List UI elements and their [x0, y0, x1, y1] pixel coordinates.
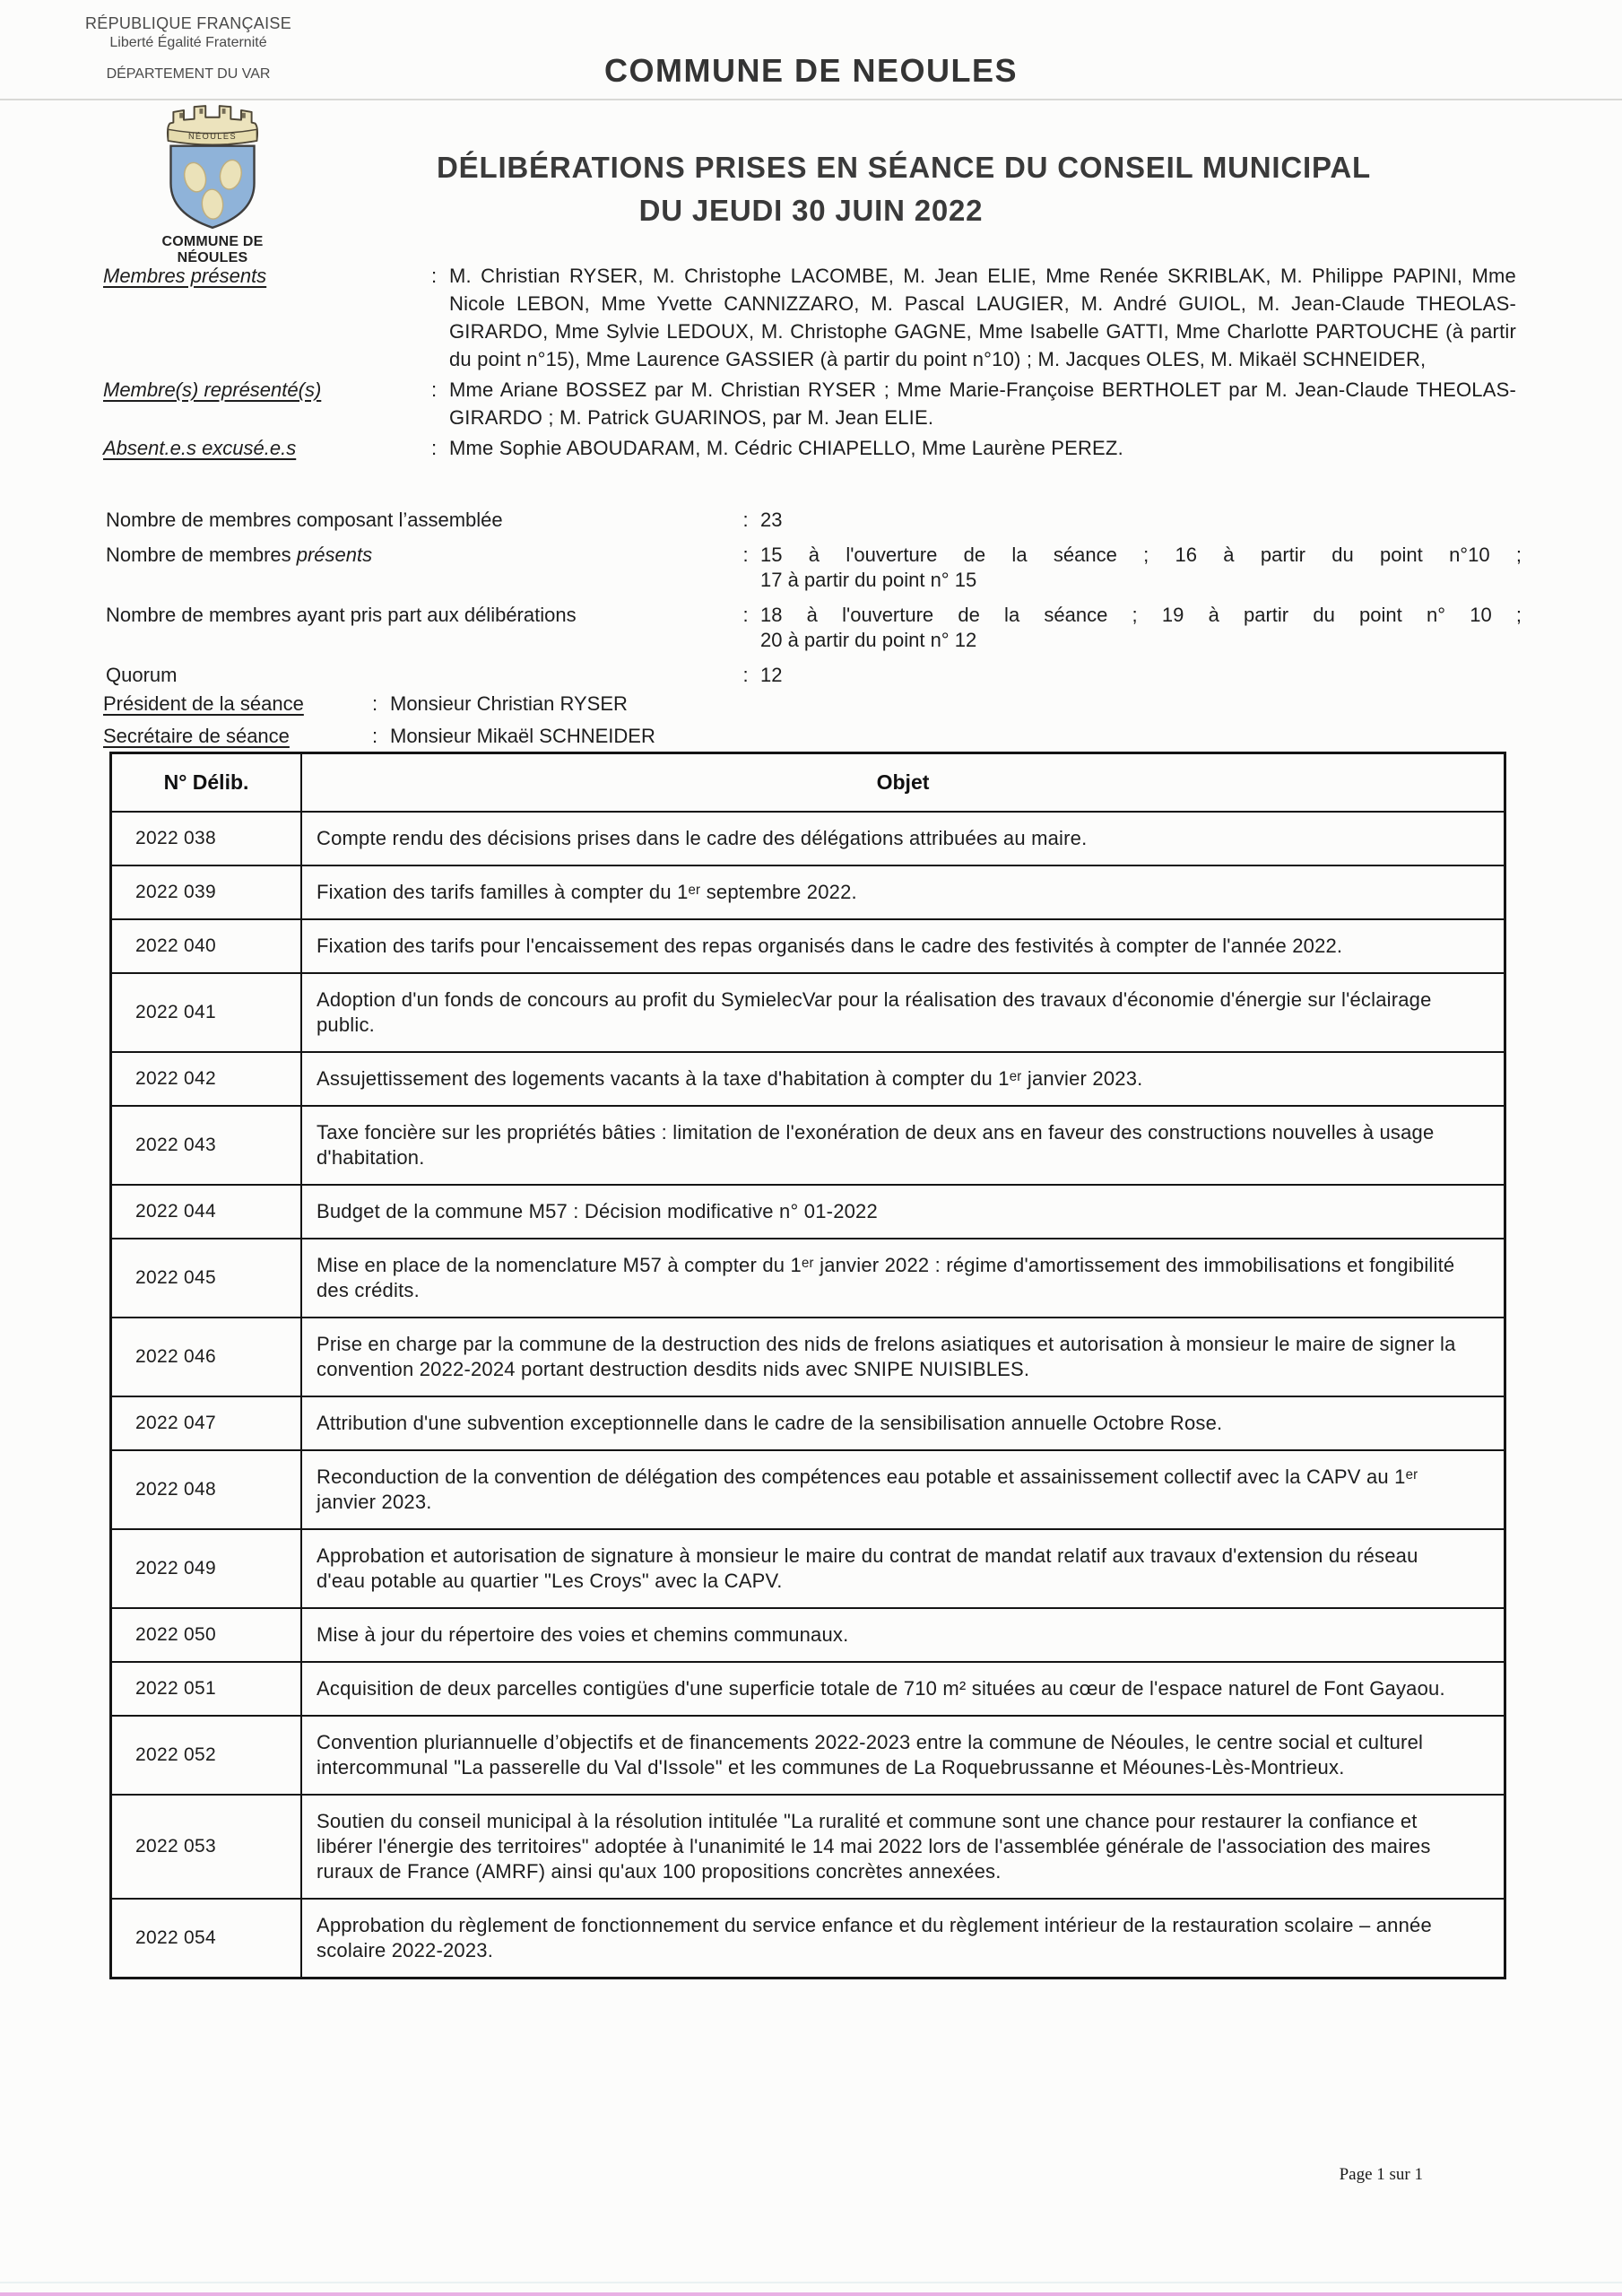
attendance-label: Membre(s) représenté(s): [103, 378, 322, 401]
count-value: [760, 663, 1522, 688]
republic-motto: Liberté Égalité Fraternité: [109, 35, 267, 50]
deliberation-row: [111, 1899, 1505, 1979]
count-value: [760, 603, 1522, 653]
count-label: [106, 508, 731, 533]
scan-edge-blue: [0, 2282, 1622, 2283]
count-label-text: Nombre de membres composant l’assemblée: [106, 509, 503, 531]
count-value-line1: 18 à l'ouverture de la séance ; 19 à partir du point n° 10 ;: [760, 604, 1522, 626]
delib-objet-cell: Compte rendu des décisions prises dans le cadre des délégations attribuées au maire.: [301, 812, 1505, 865]
crown-window-icon: [242, 113, 246, 118]
delib-objet-cell: Approbation et autorisation de signature à monsieur le maire du contrat de mandat relatif aux travaux d'extension du réseau d'eau potable au quartier "Les Croys" avec la CAPV.: [301, 1529, 1505, 1608]
delib-objet-cell: Assujettissement des logements vacants à la taxe d'habitation à compter du 1ᵉʳ janvier 2023.: [301, 1052, 1505, 1106]
delib-number-cell: 2022 050: [111, 1608, 302, 1662]
count-colon: :: [742, 509, 749, 531]
crest-caption: COMMUNE DE NÉOULES: [161, 234, 264, 265]
delib-number-cell: 2022 045: [111, 1239, 302, 1318]
attendance-text: Mme Ariane BOSSEZ par M. Christian RYSER ; Mme Marie-Françoise BERTHOLET par M. Jean-Claude THEOLAS-GIRARDO ; M. Patrick GUARINOS, par M. Jean ELIE.: [449, 378, 1516, 429]
deliberation-row: [111, 812, 1505, 865]
count-value-line1: 23: [760, 509, 783, 531]
count-value-line2: 20 à partir du point n° 12: [760, 629, 977, 651]
attendance-label: Membres présents: [103, 265, 267, 287]
deliberation-row: [111, 919, 1505, 973]
delib-number-cell: 2022 043: [111, 1106, 302, 1185]
count-label: [106, 603, 731, 653]
delib-objet-cell: Approbation du règlement de fonctionnement du service enfance et du règlement intérieur de la restauration scolaire – année scolaire 2022-2023.: [301, 1899, 1505, 1979]
deliberation-row: [111, 1396, 1505, 1450]
delib-number-cell: 2022 051: [111, 1662, 302, 1716]
count-colon: :: [742, 604, 749, 626]
official-label: Secrétaire de séance: [103, 725, 290, 747]
delib-number-cell: 2022 048: [111, 1450, 302, 1529]
delib-objet-cell: Reconduction de la convention de délégation des compétences eau potable et assainissement collectif avec la CAPV au 1ᵉʳ janvier 2023.: [301, 1450, 1505, 1529]
count-value-line1: 12: [760, 664, 783, 686]
count-label-text: Quorum: [106, 664, 178, 686]
crown-window-icon: [199, 109, 203, 114]
delib-number-cell: 2022 046: [111, 1318, 302, 1396]
page-title: COMMUNE DE NEOULES: [603, 52, 1019, 89]
deliberation-row: [111, 1318, 1505, 1396]
crest-crown: [168, 106, 257, 144]
deliberation-row: [111, 1662, 1505, 1716]
department-line: DÉPARTEMENT DU VAR: [106, 66, 271, 82]
count-label-italic: présents: [296, 544, 373, 566]
num-column-header: N° Délib.: [111, 753, 302, 813]
delib-number-cell: 2022 040: [111, 919, 302, 973]
deliberations-table: [109, 752, 1506, 1979]
count-label-text: Nombre de membres ayant pris part aux délibérations: [106, 604, 577, 626]
count-value-line1: 15 à l'ouverture de la séance ; 16 à partir du point n°10 ;: [760, 544, 1522, 566]
crest-name: NÉOULES: [187, 131, 238, 141]
count-label-text: Nombre de membres: [106, 544, 297, 566]
deliberation-row: [111, 1608, 1505, 1662]
delib-objet-cell: Mise à jour du répertoire des voies et chemins communaux.: [301, 1608, 1505, 1662]
delib-objet-cell: Prise en charge par la commune de la destruction des nids de frelons asiatiques et autorisation à monsieur le maire de signer la convention 2022-2024 portant destruction desdits nids avec SNIPE NUISIBLES.: [301, 1318, 1505, 1396]
count-colon: :: [742, 664, 749, 686]
count-colon: :: [742, 544, 749, 566]
attendance-section: [103, 262, 1516, 462]
page-number: Page 1 sur 1: [1339, 2165, 1423, 2184]
official-colon: :: [372, 725, 378, 747]
deliberation-row: [111, 1106, 1505, 1185]
delib-objet-cell: Convention pluriannuelle d’objectifs et de financements 2022-2023 entre la commune de Néoules, le centre social et culturel intercommunal "La passerelle du Val d'Issole" et les communes de La Roquebrussanne et Méounes-Lès-Montrieux.: [301, 1716, 1505, 1795]
objet-column-header: Objet: [301, 753, 1505, 813]
crown-window-icon: [179, 113, 183, 118]
deliberation-row: [111, 1450, 1505, 1529]
deliberation-row: [111, 973, 1505, 1052]
session-title-line1: DÉLIBÉRATIONS PRISES EN SÉANCE DU CONSEIL MUNICIPAL: [437, 151, 1371, 184]
delib-number-cell: 2022 041: [111, 973, 302, 1052]
delib-number-cell: 2022 039: [111, 865, 302, 919]
count-label: [106, 663, 731, 688]
official-value: Monsieur Mikaël SCHNEIDER: [390, 725, 655, 747]
attendance-colon: :: [430, 437, 438, 459]
official-label: Président de la séance: [103, 692, 304, 715]
delib-objet-cell: Attribution d'une subvention exceptionnelle dans le cadre de la sensibilisation annuelle Octobre Rose.: [301, 1396, 1505, 1450]
deliberation-row: [111, 1185, 1505, 1239]
delib-number-cell: 2022 053: [111, 1795, 302, 1899]
delib-objet-cell: Acquisition de deux parcelles contigües d'une superficie totale de 710 m² situées au cœur de l'espace naturel de Font Gayaou.: [301, 1662, 1505, 1716]
deliberation-row: [111, 865, 1505, 919]
delib-number-cell: 2022 049: [111, 1529, 302, 1608]
official-colon: :: [372, 692, 378, 715]
delib-objet-cell: Taxe foncière sur les propriétés bâties : limitation de l'exonération de deux ans en faveur des constructions nouvelles à usage d'habitation.: [301, 1106, 1505, 1185]
delib-number-cell: 2022 052: [111, 1716, 302, 1795]
session-title-line2: DU JEUDI 30 JUIN 2022: [638, 194, 984, 227]
attendance-colon: :: [430, 378, 438, 401]
delib-number-cell: 2022 044: [111, 1185, 302, 1239]
attendance-text: M. Christian RYSER, M. Christophe LACOMBE, M. Jean ELIE, Mme Renée SKRIBLAK, M. Philippe PAPINI, Mme Nicole LEBON, Mme Yvette CANNIZZARO, M. Pascal LAUGIER, M. André GUIOL, M. Jean-Claude THEOLAS-GIRARDO, Mme Sylvie LEDOUX, M. Christophe GAGNE, Mme Isabelle GATTI, Mme Charlotte PARTOUCHE (à partir du point n°15), Mme Laurence GASSIER (à partir du point n°10) ; M. Jacques OLES, M. Mikaël SCHNEIDER,: [449, 265, 1516, 370]
deliberation-row: [111, 1795, 1505, 1899]
count-value: [760, 508, 1522, 533]
page-footer: [1340, 2165, 1423, 2185]
attendance-label: Absent.e.s excusé.e.s: [103, 437, 297, 459]
delib-objet-cell: Soutien du conseil municipal à la résolution intitulée "La ruralité et commune sont une chance pour restaurer la confiance et libérer l'énergie des territoires" adoptée à l'unanimité le 14 mai 2022 lors de l'assemblée générale de l'association des maires ruraux de France (AMRF) ainsi qu'aux 100 propositions concrètes annexées.: [301, 1795, 1505, 1899]
delib-objet-cell: Adoption d'un fonds de concours au profit du SymielecVar pour la réalisation des travaux d'économie d'énergie sur l'éclairage public.: [301, 973, 1505, 1052]
deliberation-row: [111, 1716, 1505, 1795]
delib-number-cell: 2022 038: [111, 812, 302, 865]
count-value: [760, 543, 1522, 593]
delib-objet-cell: Fixation des tarifs familles à compter du 1ᵉʳ septembre 2022.: [301, 865, 1505, 919]
table-header-row: [111, 753, 1505, 813]
delib-objet-cell: Budget de la commune M57 : Décision modificative n° 01-2022: [301, 1185, 1505, 1239]
official-value: Monsieur Christian RYSER: [390, 692, 628, 715]
delib-number-cell: 2022 047: [111, 1396, 302, 1450]
delib-objet-cell: Mise en place de la nomenclature M57 à compter du 1ᵉʳ janvier 2022 : régime d'amortissement des immobilisations et fongibilité des crédits.: [301, 1239, 1505, 1318]
deliberation-row: [111, 1529, 1505, 1608]
delib-number-cell: 2022 054: [111, 1899, 302, 1979]
attendance-colon: :: [430, 265, 438, 287]
attendance-text: Mme Sophie ABOUDARAM, M. Cédric CHIAPELLO, Mme Laurène PEREZ.: [449, 437, 1123, 459]
count-label: [106, 543, 731, 593]
republic-title: RÉPUBLIQUE FRANÇAISE: [84, 14, 292, 32]
counts-section: [106, 508, 1522, 688]
count-value-line2: 17 à partir du point n° 15: [760, 569, 977, 591]
deliberation-row: [111, 1052, 1505, 1106]
crown-window-icon: [222, 109, 226, 114]
scan-edge-pink: [0, 2292, 1622, 2296]
officials-section: [103, 691, 655, 750]
delib-objet-cell: Fixation des tarifs pour l'encaissement des repas organisés dans le cadre des festivités à compter de l'année 2022.: [301, 919, 1505, 973]
delib-number-cell: 2022 042: [111, 1052, 302, 1106]
deliberation-row: [111, 1239, 1505, 1318]
